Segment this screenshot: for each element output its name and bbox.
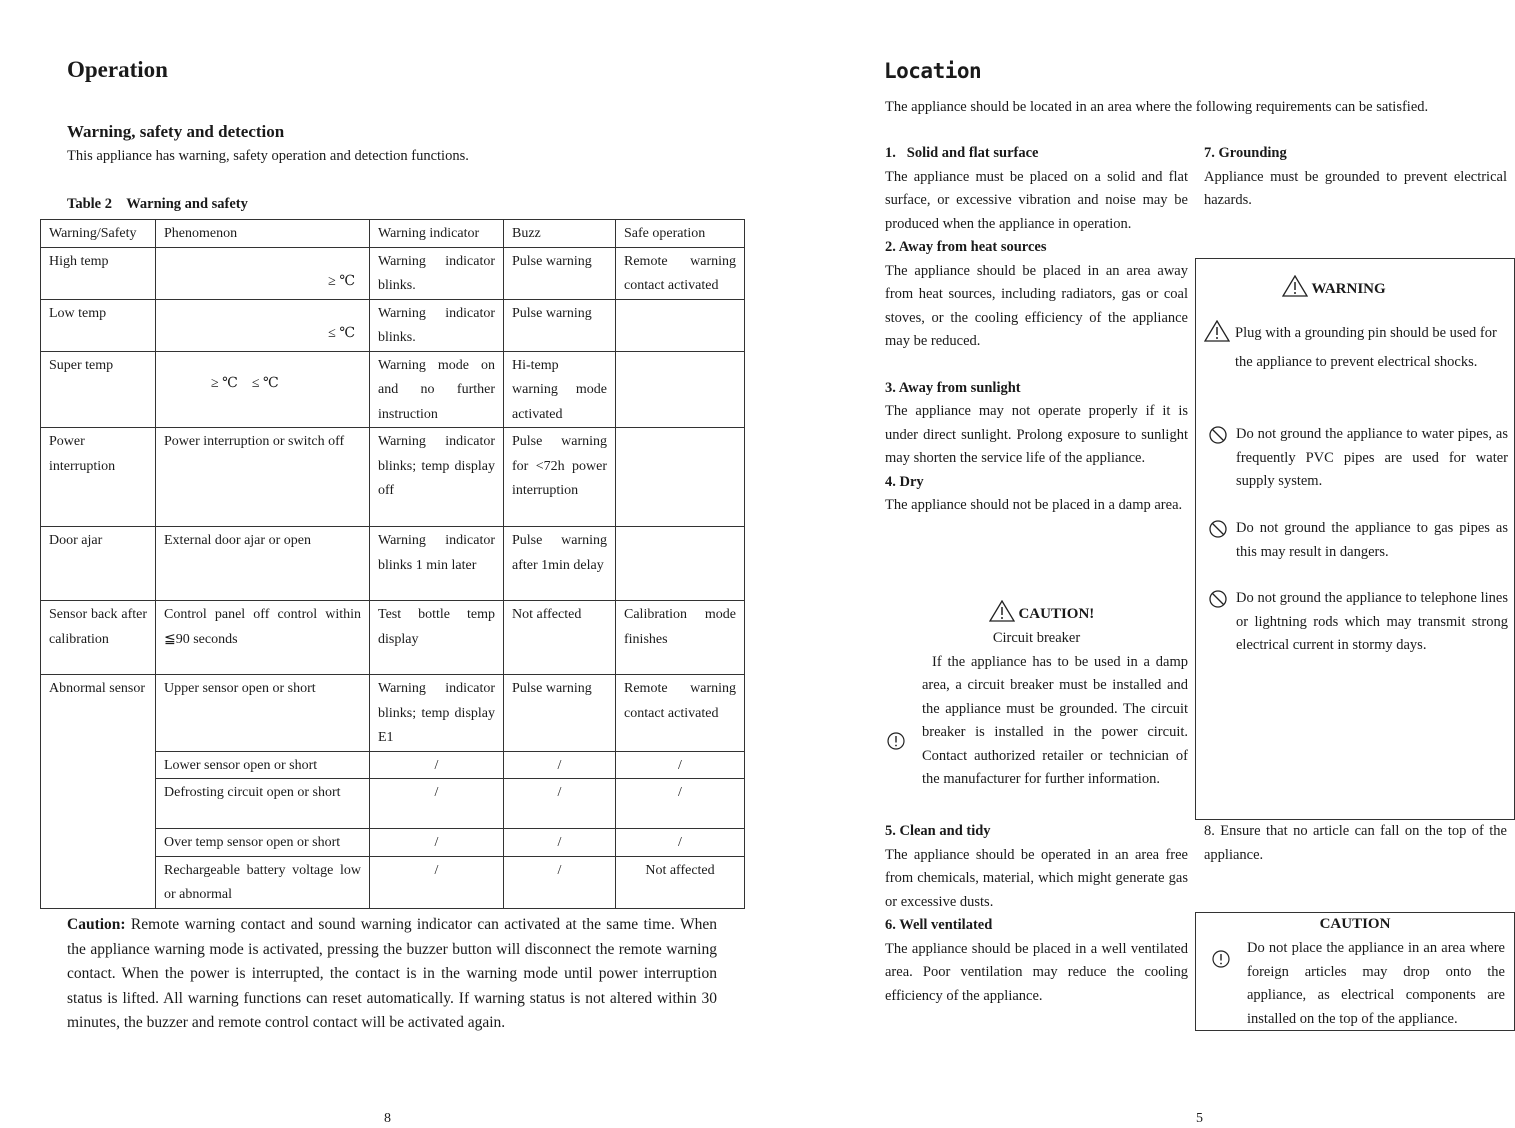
- table-header-row: [41, 220, 745, 248]
- safe-cell: /: [616, 829, 745, 857]
- caution-box-text: Do not place the appliance in an area where foreign articles may drop onto the appliance, as electrical components are installed on the top of the appliance.: [1247, 940, 1505, 1027]
- safe-cell: Calibration mode finishes: [616, 601, 745, 675]
- caution-circuit-title: CAUTION!: [1018, 606, 1095, 622]
- header-cell: Buzz: [504, 220, 616, 248]
- item-heading-solid-surface: 1. Solid and flat surface: [885, 145, 1039, 161]
- exclamation-circle-icon: [886, 731, 906, 751]
- category-cell: Super temp: [41, 351, 156, 428]
- phenomenon-cell: ≥ ℃: [156, 247, 370, 299]
- prohibited-icon: [1208, 589, 1228, 609]
- category-cell: Sensor back after calibration: [41, 601, 156, 675]
- prohibited-icon: [1208, 425, 1228, 445]
- item-text-clean: The appliance should be operated in an area free from chemicals, material, which might generate gas or excessive dusts.: [885, 846, 1188, 910]
- phenomenon-cell: Over temp sensor open or short: [156, 829, 370, 857]
- buzz-cell: Hi-temp warning mode activated: [504, 351, 616, 428]
- indicator-cell: Warning indicator blinks.: [370, 299, 504, 351]
- table-caption: Table 2 Warning and safety: [67, 196, 248, 212]
- right-page: [757, 0, 1515, 1128]
- page-number: 8: [384, 1111, 391, 1126]
- warning-item: [1208, 587, 1508, 658]
- item-heading-sunlight: 3. Away from sunlight: [885, 379, 1021, 396]
- indicator-cell: /: [370, 856, 504, 908]
- safe-cell: /: [616, 751, 745, 779]
- warning-item: [1208, 517, 1508, 564]
- location-left-column-bottom: [885, 820, 1188, 1008]
- buzz-cell: Not affected: [504, 601, 616, 675]
- exclamation-circle-icon: [1211, 949, 1231, 969]
- warning-safety-table: [40, 219, 745, 909]
- page-number: 5: [1196, 1111, 1203, 1126]
- warning-box-title-row: [1282, 275, 1386, 298]
- buzz-cell: Pulse warning for <72h power interruption: [504, 428, 616, 527]
- item-heading-heat-sources: 2. Away from heat sources: [885, 239, 1047, 255]
- warning-item-text: Do not ground the appliance to water pipes, as frequently PVC pipes are used for water supply system.: [1236, 426, 1508, 489]
- indicator-cell: Warning indicator blinks 1 min later: [370, 527, 504, 601]
- item-text-no-article: 8. Ensure that no article can fall on the top of the appliance.: [1204, 823, 1507, 863]
- header-cell: Phenomenon: [156, 220, 370, 248]
- item-text-solid-surface: The appliance must be placed on a solid and flat surface, or excessive vibration and noise may be produced when the appliance in operation.: [885, 168, 1188, 232]
- item-heading-dry: 4. Dry: [885, 473, 924, 490]
- table-row: [41, 601, 745, 675]
- item-text-dry: The appliance should not be placed in a damp area.: [885, 497, 1183, 513]
- table-row: [41, 428, 745, 527]
- phenomenon-cell: Control panel off control within ≦90 seconds: [156, 601, 370, 675]
- indicator-cell: Warning mode on and no further instruction: [370, 351, 504, 428]
- caution-circuit-title-row: [885, 600, 1188, 623]
- indicator-cell: /: [370, 829, 504, 857]
- phenomenon-cell: External door ajar or open: [156, 527, 370, 601]
- category-cell: Abnormal sensor: [41, 675, 156, 909]
- caution-circuit-breaker: [885, 600, 1188, 792]
- warning-triangle-icon: [1204, 320, 1230, 342]
- item-heading-ventilated: 6. Well ventilated: [885, 917, 993, 933]
- phenomenon-cell: ≥ ℃ ≤ ℃: [156, 351, 370, 428]
- buzz-cell: Pulse warning: [504, 299, 616, 351]
- warning-item-text: Do not ground the appliance to telephone lines or lightning rods which may transmit strong electrical current in stormy days.: [1236, 590, 1508, 653]
- buzz-cell: Pulse warning: [504, 675, 616, 752]
- table-row: [41, 351, 745, 428]
- phenomenon-cell: Defrosting circuit open or short: [156, 779, 370, 829]
- phenomenon-cell: ≤ ℃: [156, 299, 370, 351]
- indicator-cell: Warning indicator blinks; temp display off: [370, 428, 504, 527]
- warning-item-text: Do not ground the appliance to gas pipes as this may result in dangers.: [1236, 520, 1508, 560]
- safe-cell: /: [616, 779, 745, 829]
- buzz-cell: /: [504, 751, 616, 779]
- header-cell: Safe operation: [616, 220, 745, 248]
- indicator-cell: /: [370, 779, 504, 829]
- location-left-column: [885, 142, 1188, 518]
- safe-cell: Remote warning contact activated: [616, 247, 745, 299]
- item-text-grounding: Appliance must be grounded to prevent electrical hazards.: [1204, 168, 1507, 208]
- intro-text: The appliance should be located in an area where the following requirements can be satisfied.: [885, 99, 1429, 115]
- warning-item-text: Plug with a grounding pin should be used for the appliance to prevent electrical shocks.: [1235, 325, 1497, 370]
- phenomenon-cell: Rechargeable battery voltage low or abnormal: [156, 856, 370, 908]
- phenomenon-cell: Upper sensor open or short: [156, 675, 370, 752]
- warning-triangle-icon: [1282, 275, 1308, 297]
- category-cell: Door ajar: [41, 527, 156, 601]
- prohibited-icon: [1208, 519, 1228, 539]
- indicator-cell: Warning indicator blinks; temp display E1: [370, 675, 504, 752]
- safe-cell: [616, 527, 745, 601]
- left-page: [0, 0, 757, 1128]
- item-text-ventilated: The appliance should be placed in a well ventilated area. Poor ventilation may reduce the cooling efficiency of the appliance.: [885, 940, 1188, 1004]
- indicator-cell: Warning indicator blinks.: [370, 247, 504, 299]
- item-heading-grounding: 7. Grounding: [1204, 145, 1287, 161]
- safe-cell: Not affected: [616, 856, 745, 908]
- caution-paragraph: [67, 913, 717, 1036]
- safe-cell: [616, 428, 745, 527]
- buzz-cell: Pulse warning: [504, 247, 616, 299]
- phenomenon-cell: Power interruption or switch off: [156, 428, 370, 527]
- header-cell: Warning indicator: [370, 220, 504, 248]
- safe-cell: Remote warning contact activated: [616, 675, 745, 752]
- page-title: Operation: [67, 57, 168, 82]
- warning-box: [1195, 258, 1515, 820]
- caution-text: Remote warning contact and sound warning indicator can activated at the same time. When the appliance warning mode is activated, pressing the buzzer button will disconnect the remote warning contact. When the power is interrupted, the contact is in the warning mode until power interruption status is lifted. All warning functions can reset automatically. If warning status is not altered within 30 minutes, the buzzer and remote control contact will be activated again.: [67, 916, 717, 1031]
- category-cell: High temp: [41, 247, 156, 299]
- safe-cell: [616, 299, 745, 351]
- section-title: Warning, safety and detection: [67, 122, 285, 141]
- warning-item: [1204, 319, 1504, 377]
- caution-box-title: CAUTION: [1319, 916, 1391, 932]
- indicator-cell: /: [370, 751, 504, 779]
- indicator-cell: Test bottle temp display: [370, 601, 504, 675]
- item-text-sunlight: The appliance may not operate properly if it is under direct sunlight. Prolong exposure to sunlight may shorten the service life of the appliance.: [885, 403, 1188, 466]
- table-row: [41, 675, 745, 752]
- warning-triangle-icon: [989, 600, 1015, 622]
- header-cell: Warning/Safety: [41, 220, 156, 248]
- warning-box-title: WARNING: [1311, 281, 1386, 297]
- category-cell: Low temp: [41, 299, 156, 351]
- table-row: [41, 527, 745, 601]
- grounding-section: [1204, 142, 1507, 213]
- table-row: [41, 299, 745, 351]
- caution-box: [1195, 912, 1515, 1031]
- item-heading-clean: 5. Clean and tidy: [885, 823, 991, 839]
- caution-circuit-subtitle: Circuit breaker: [992, 630, 1081, 646]
- warning-item: [1208, 423, 1508, 494]
- buzz-cell: /: [504, 779, 616, 829]
- phenomenon-cell: Lower sensor open or short: [156, 751, 370, 779]
- buzz-cell: Pulse warning after 1min delay: [504, 527, 616, 601]
- caution-label: Caution:: [67, 916, 126, 933]
- safe-cell: [616, 351, 745, 428]
- item-text-heat-sources: The appliance should be placed in an area away from heat sources, including radiators, gas or coal stoves, or the cooling efficiency of the appliance may be reduced.: [885, 262, 1188, 349]
- category-cell: Power interruption: [41, 428, 156, 527]
- intro-text: This appliance has warning, safety operation and detection functions.: [67, 148, 469, 164]
- buzz-cell: /: [504, 856, 616, 908]
- buzz-cell: /: [504, 829, 616, 857]
- page-title: Location: [884, 59, 982, 83]
- table-row: [41, 247, 745, 299]
- caution-circuit-text: If the appliance has to be used in a damp area, a circuit breaker must be installed and the appliance must be grounded. The circuit breaker is installed in the power circuit. Contact authorized retailer or technician of the manufacturer for further information.: [922, 653, 1188, 787]
